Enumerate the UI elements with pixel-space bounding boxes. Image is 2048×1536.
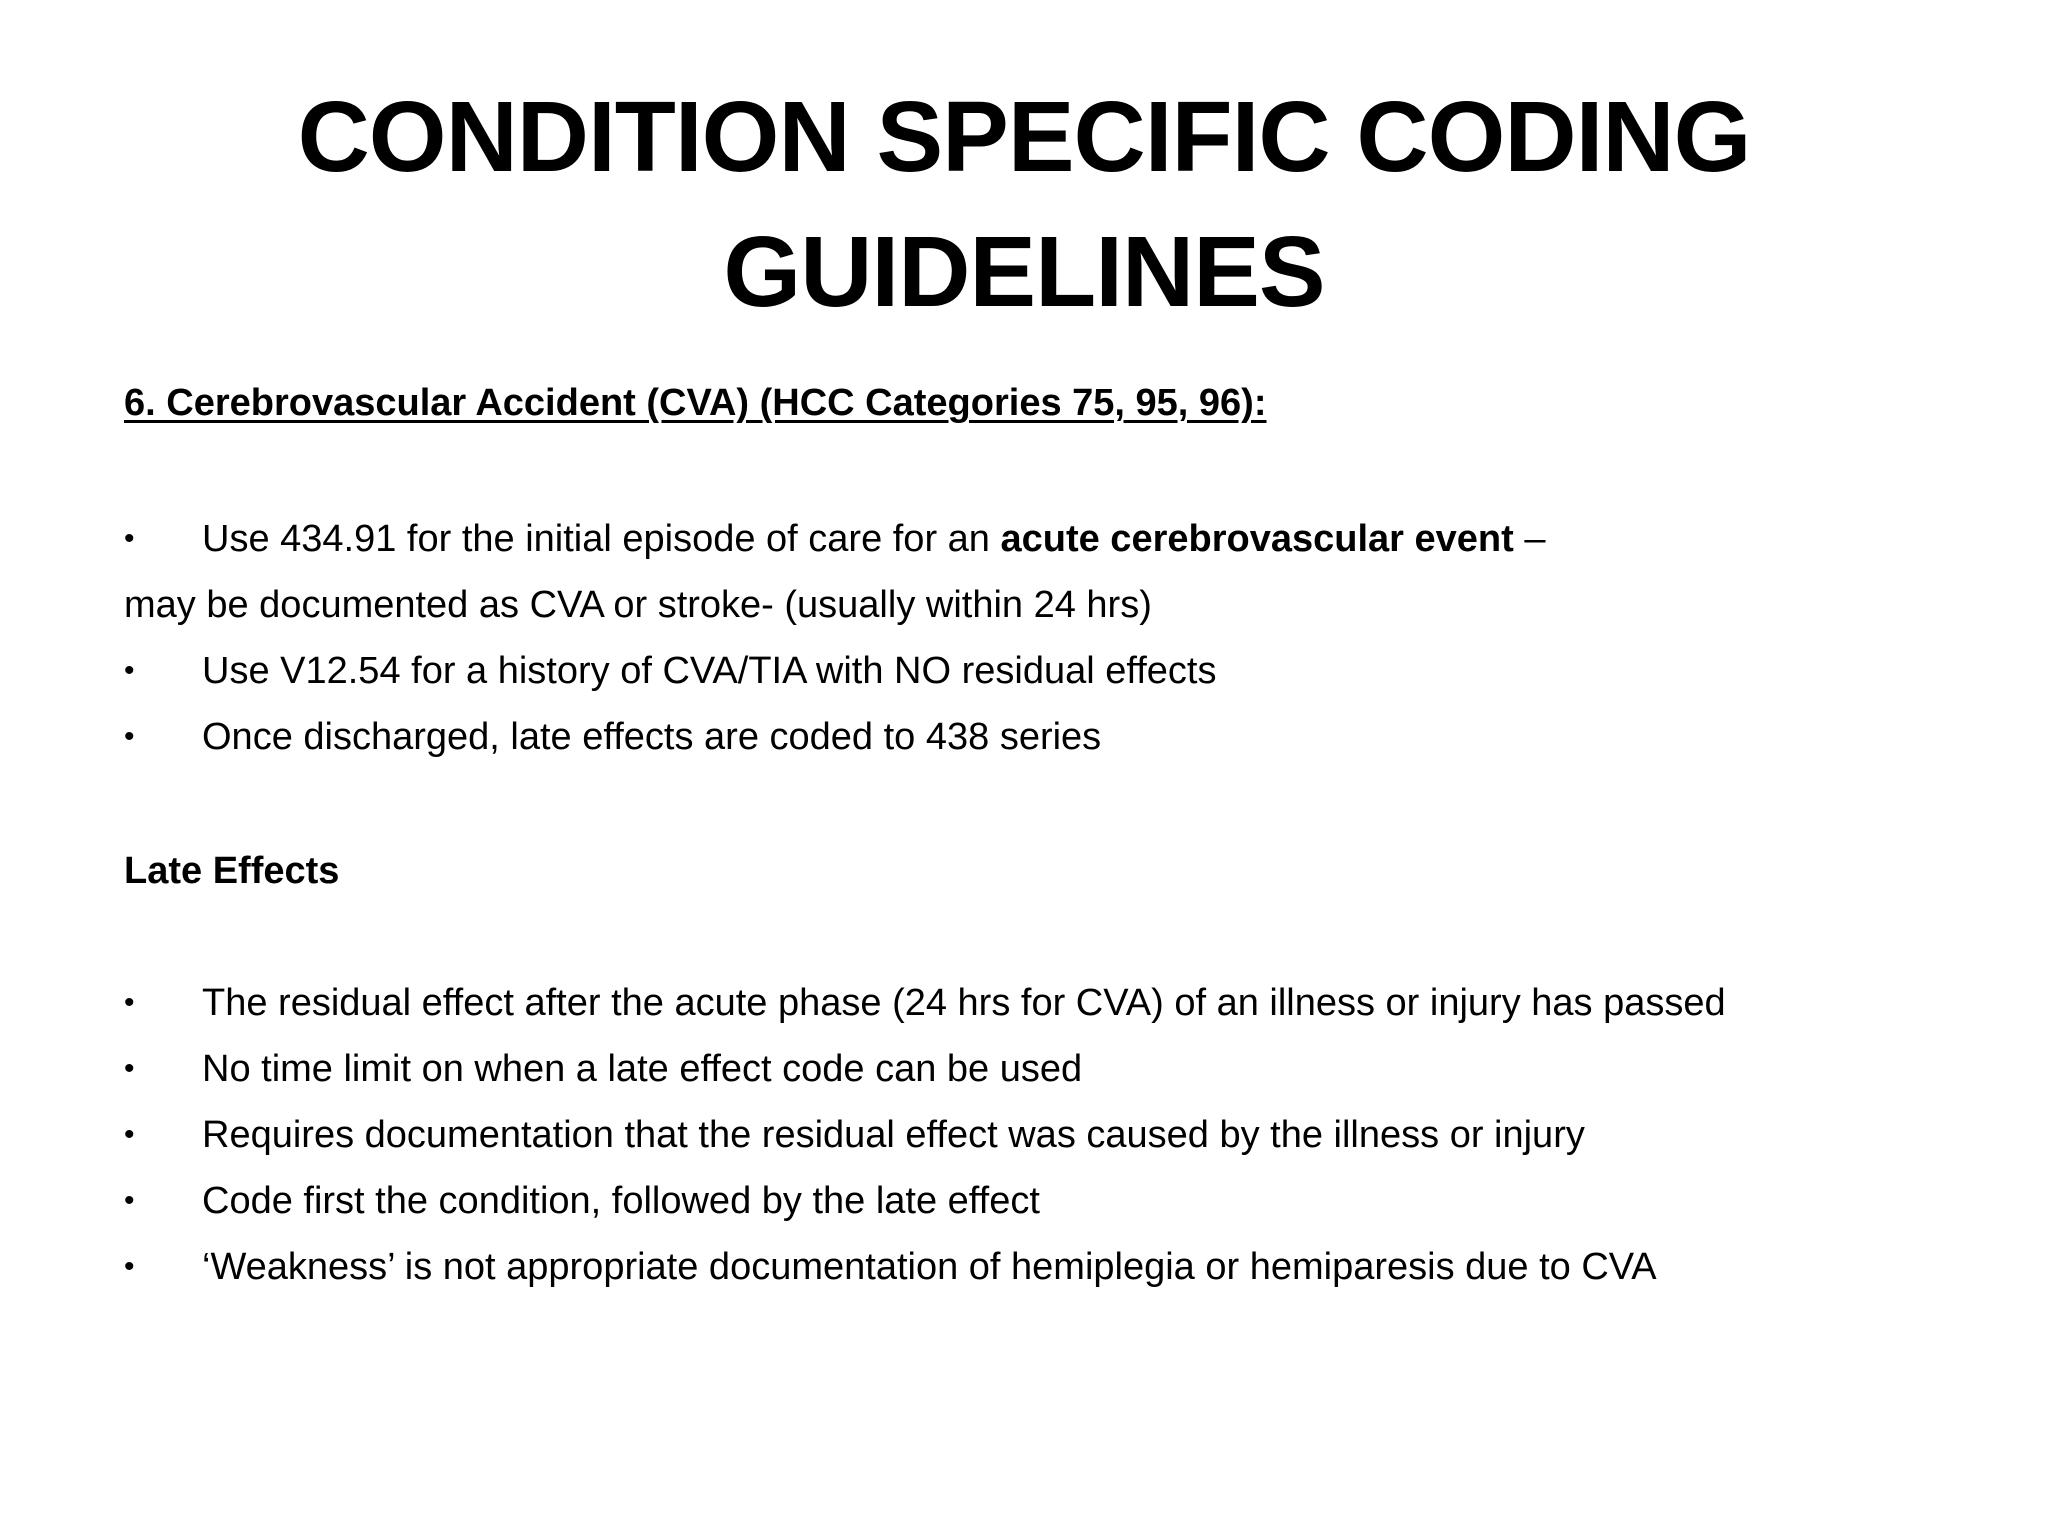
late-effects-heading: Late Effects [124, 850, 340, 892]
cva-bullet-2-text: Use V12.54 for a history of CVA/TIA with NO residual effects [202, 650, 1217, 692]
late-effects-item-text: Code first the condition, followed by the late effect [202, 1180, 1040, 1222]
bullet-icon: • [124, 654, 135, 687]
slide-title-line-2: GUIDELINES [723, 216, 1325, 328]
cva-bullet-1-text [202, 516, 1545, 562]
cva-bullet-1-bold: acute cerebrovascular event [1000, 518, 1514, 560]
cva-bullet-3-text: Once discharged, late effects are coded to 438 series [202, 716, 1102, 758]
bullet-icon: • [124, 522, 135, 555]
late-effects-item-text: ‘Weakness’ is not appropriate documentation of hemiplegia or hemiparesis due to CVA [202, 1246, 1657, 1288]
cva-bullet-1-prefix: Use 434.91 for the initial episode of care for an [202, 518, 1001, 560]
cva-bullet-1-continuation: may be documented as CVA or stroke- (usually within 24 hrs) [124, 584, 1152, 626]
late-effects-item-text: The residual effect after the acute phase (24 hrs for CVA) of an illness or injury has passed [202, 982, 1726, 1024]
bullet-icon: • [124, 986, 135, 1019]
late-effects-item-text: Requires documentation that the residual effect was caused by the illness or injury [202, 1114, 1585, 1156]
cva-bullet-1-suffix: – [1513, 518, 1546, 560]
section-heading: 6. Cerebrovascular Accident (CVA) (HCC Categories 75, 95, 96): [124, 382, 1267, 424]
bullet-icon: • [124, 720, 135, 753]
late-effects-item-text: No time limit on when a late effect code can be used [202, 1048, 1083, 1090]
bullet-icon: • [124, 1052, 135, 1085]
bullet-icon: • [124, 1250, 135, 1283]
slide-title-line-1: CONDITION SPECIFIC CODING [297, 81, 1751, 193]
bullet-icon: • [124, 1118, 135, 1151]
bullet-icon: • [124, 1184, 135, 1217]
slide-title [0, 70, 2048, 340]
